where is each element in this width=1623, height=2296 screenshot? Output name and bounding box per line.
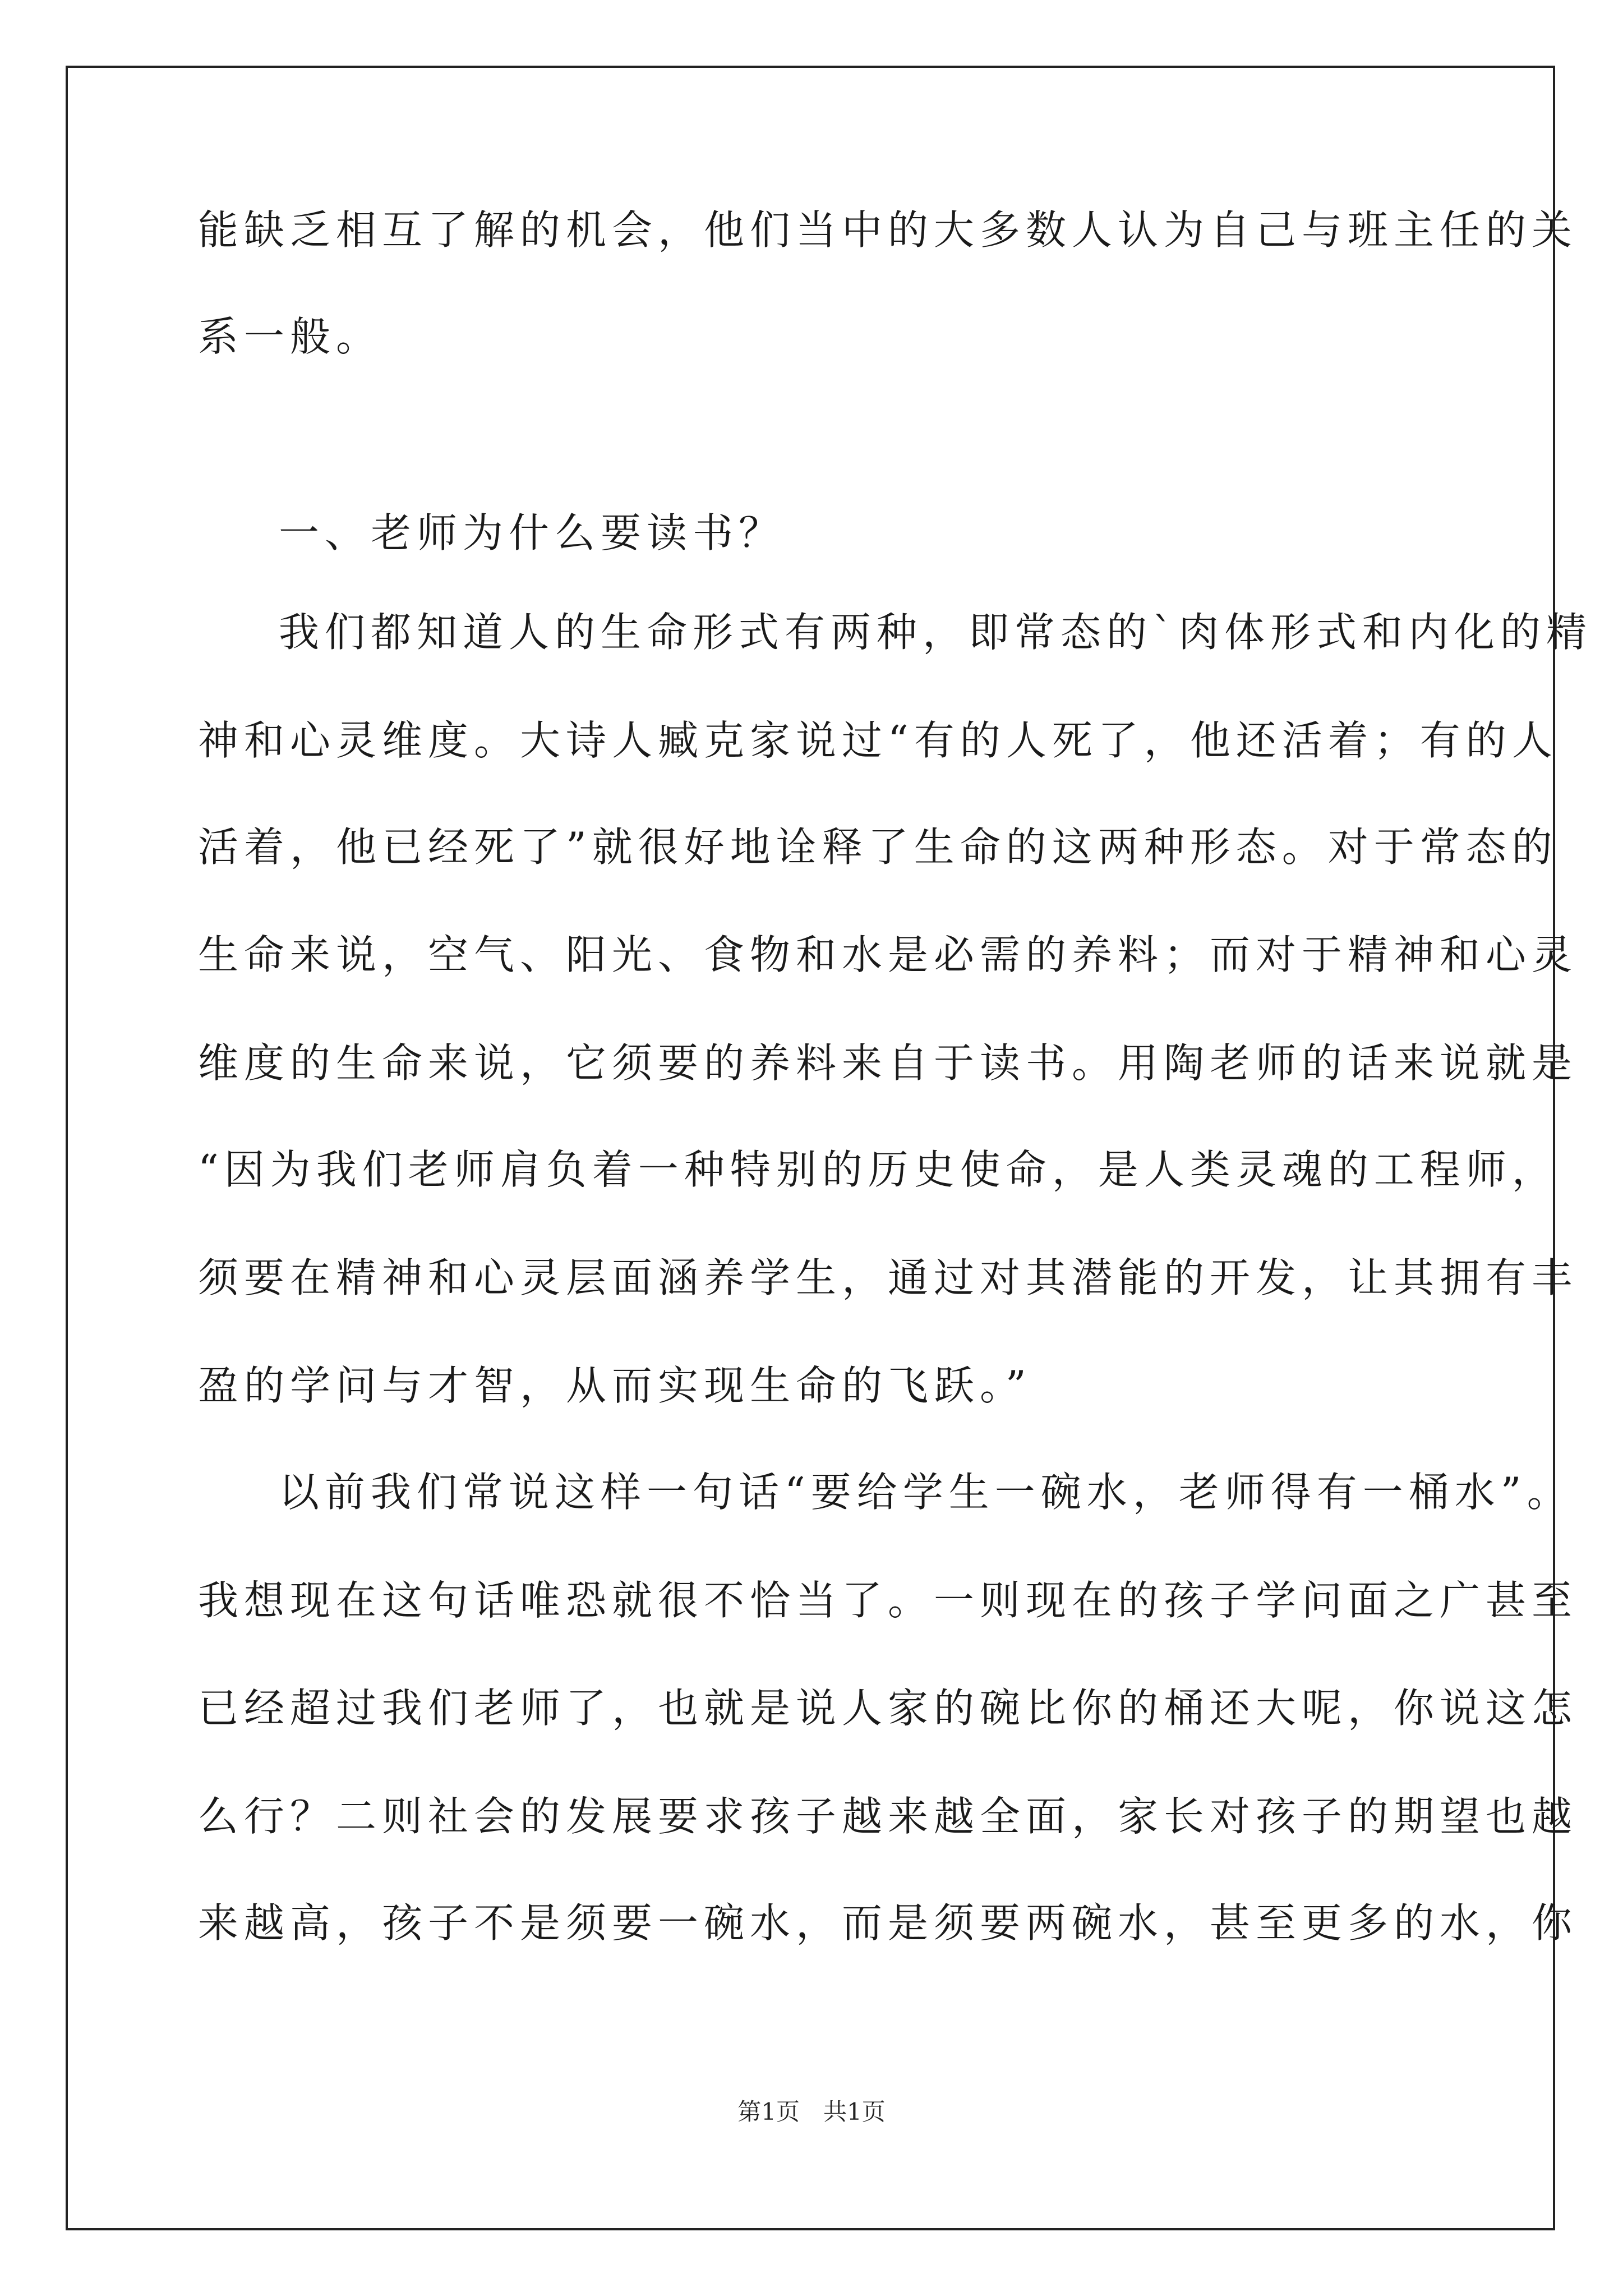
text-line: “因为我们老师肩负着一种特别的历史使命，是人类灵魂的工程师， xyxy=(198,1146,1558,1193)
page-number-footer: 第1页 共1页 xyxy=(737,2098,886,2125)
text-line: 生命来说，空气、阳光、食物和水是必需的养料；而对于精神和心灵 xyxy=(198,931,1578,978)
text-line: 须要在精神和心灵层面涵养学生，通过对其潜能的开发，让其拥有丰 xyxy=(198,1254,1578,1301)
text-line: 维度的生命来说，它须要的养料来自于读书。用陶老师的话来说就是 xyxy=(198,1039,1578,1087)
text-line: 活着，他已经死了”就很好地诠释了生命的这两种形态。对于常态的 xyxy=(198,823,1558,871)
text-line: 神和心灵维度。大诗人臧克家说过“有的人死了，他还活着；有的人 xyxy=(198,717,1558,764)
text-line: 系一般。 xyxy=(198,313,382,360)
text-line: 盈的学问与才智，从而实现生命的飞跃。” xyxy=(198,1362,1032,1409)
text-line: 我们都知道人的生命形式有两种，即常态的`肉体形式和内化的精 xyxy=(279,609,1593,656)
section-heading: 一、老师为什么要读书？ xyxy=(279,509,785,556)
text-line: 我想现在这句话唯恐就很不恰当了。一则现在的孩子学问面之广甚至 xyxy=(198,1577,1578,1624)
text-line: 已经超过我们老师了，也就是说人家的碗比你的桶还大呢，你说这怎 xyxy=(198,1685,1578,1732)
text-line: 以前我们常说这样一句话“要给学生一碗水，老师得有一桶水”。 xyxy=(279,1469,1573,1516)
text-line: 么行？二则社会的发展要求孩子越来越全面，家长对孩子的期望也越 xyxy=(198,1793,1578,1840)
text-line: 来越高，孩子不是须要一碗水，而是须要两碗水，甚至更多的水，你 xyxy=(198,1899,1578,1947)
text-line: 能缺乏相互了解的机会，他们当中的大多数人认为自己与班主任的关 xyxy=(198,206,1578,254)
